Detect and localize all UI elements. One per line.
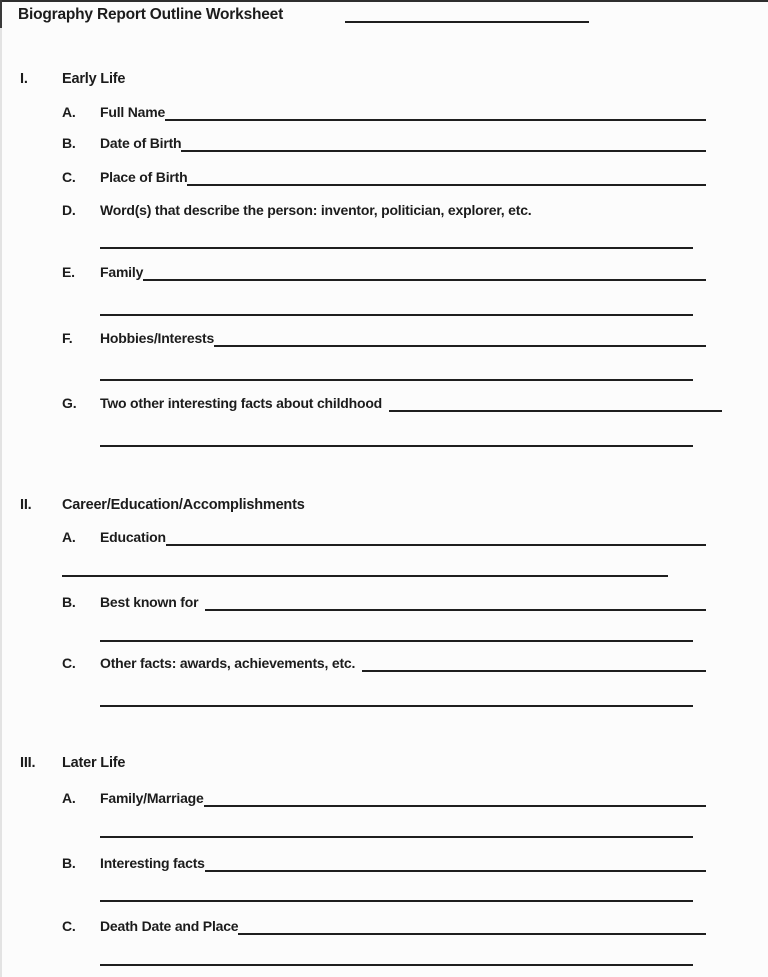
continuation-line [100, 900, 693, 902]
scan-edge-left-notch [0, 0, 2, 28]
fill-in-line [362, 655, 706, 672]
section-numeral: I. [20, 71, 28, 87]
fill-in-line [389, 395, 722, 412]
continuation-line [100, 836, 693, 838]
item-label: Full Name [100, 104, 166, 120]
item-label: Hobbies/Interests [100, 330, 215, 346]
scan-edge-top [0, 0, 768, 2]
fill-in-line [143, 264, 706, 281]
item-letter: A. [62, 104, 76, 120]
item-label: Word(s) that describe the person: inventor, politician, explorer, etc. [100, 202, 532, 218]
item-row [62, 135, 706, 152]
continuation-line [100, 705, 693, 707]
section-numeral: III. [20, 755, 36, 771]
continuation-line [100, 964, 693, 966]
scan-edge-left [0, 0, 2, 977]
fill-in-line [238, 918, 706, 935]
item-label: Family [100, 264, 144, 280]
fill-in-line [205, 855, 706, 872]
continuation-line [100, 314, 693, 316]
item-letter: C. [62, 655, 76, 671]
item-row [62, 790, 706, 807]
item-letter: E. [62, 264, 75, 280]
item-row [62, 169, 706, 186]
item-letter: F. [62, 330, 73, 346]
item-row [62, 594, 706, 611]
item-row [62, 202, 706, 218]
item-row [62, 529, 706, 546]
item-label: Education [100, 529, 166, 545]
continuation-line [62, 575, 668, 577]
item-letter: C. [62, 169, 76, 185]
section-numeral: II. [20, 497, 32, 513]
item-row [62, 918, 706, 935]
section-heading-row [20, 755, 728, 772]
item-row [62, 395, 722, 412]
item-label: Death Date and Place [100, 918, 239, 934]
continuation-line [100, 445, 693, 447]
continuation-line [100, 247, 693, 249]
title-blank-line [345, 21, 589, 23]
fill-in-line [214, 330, 706, 347]
section-heading: Career/Education/Accomplishments [62, 497, 305, 513]
item-row [62, 655, 706, 672]
fill-in-line [187, 169, 706, 186]
fill-in-line [181, 135, 706, 152]
section-heading: Early Life [62, 71, 126, 87]
item-letter: B. [62, 594, 76, 610]
section-heading-row [20, 71, 728, 88]
item-label: Two other interesting facts about childhood [100, 395, 383, 411]
item-letter: G. [62, 395, 77, 411]
section-heading: Later Life [62, 755, 126, 771]
item-row [62, 330, 706, 347]
item-label: Place of Birth [100, 169, 188, 185]
item-row [62, 855, 706, 872]
fill-in-line [205, 594, 706, 611]
item-letter: A. [62, 790, 76, 806]
page-title: Biography Report Outline Worksheet [18, 6, 284, 23]
item-label: Best known for [100, 594, 199, 610]
fill-in-line [166, 529, 706, 546]
fill-in-line [204, 790, 706, 807]
item-row [62, 264, 706, 281]
item-label: Family/Marriage [100, 790, 204, 806]
item-letter: B. [62, 135, 76, 151]
continuation-line [100, 379, 693, 381]
item-letter: D. [62, 202, 76, 218]
continuation-line [100, 640, 693, 642]
item-letter: A. [62, 529, 76, 545]
section-heading-row [20, 497, 728, 514]
item-label: Interesting facts [100, 855, 205, 871]
item-label: Date of Birth [100, 135, 182, 151]
item-row [62, 104, 706, 121]
item-letter: C. [62, 918, 76, 934]
item-letter: B. [62, 855, 76, 871]
item-label: Other facts: awards, achievements, etc. [100, 655, 356, 671]
fill-in-line [165, 104, 706, 121]
